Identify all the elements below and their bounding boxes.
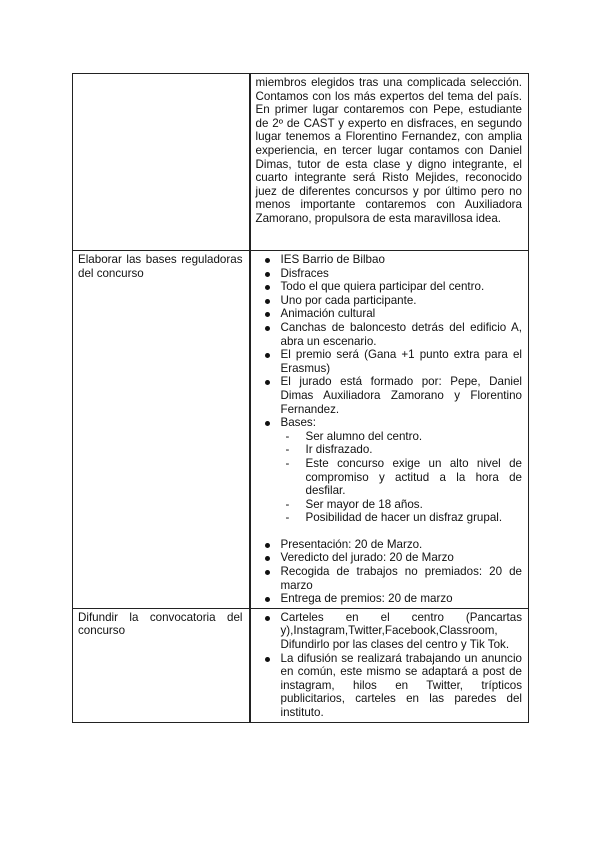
bullet-list <box>256 253 523 525</box>
sublist-item: - Ser mayor de 18 años. <box>281 498 523 512</box>
list-item: Animación cultural <box>256 307 523 321</box>
list-item: Recogida de trabajos no premiados: 20 de marzo <box>256 565 523 592</box>
list-item: Entrega de premios: 20 de marzo <box>256 592 523 606</box>
table-cell-task: Difundir la convocatoria del concurso <box>73 608 250 722</box>
sublist-item: - Este concurso exige un alto nivel de compromiso y actitud a la hora de desfilar. <box>281 457 523 498</box>
list-item: IES Barrio de Bilbao <box>256 253 523 267</box>
table-cell-description <box>250 608 529 722</box>
table-cell-task: Elaborar las bases reguladoras del concurso <box>73 251 250 609</box>
document-table <box>72 73 529 723</box>
table-row <box>73 608 529 722</box>
list-item: Disfraces <box>256 267 523 281</box>
sublist-item: - Posibilidad de hacer un disfraz grupal. <box>281 511 523 525</box>
list-item: El jurado está formado por: Pepe, Daniel Dimas Auxiliadora Zamorano y Florentino Fernandez. <box>256 375 523 416</box>
table-cell-description <box>250 251 529 609</box>
list-item: El premio será (Gana +1 punto extra para el Erasmus) <box>256 348 523 375</box>
list-item: Uno por cada participante. <box>256 294 523 308</box>
spacer <box>256 525 523 538</box>
table-cell-task <box>73 74 250 251</box>
list-item-bases <box>256 416 523 525</box>
bases-sublist <box>281 430 523 525</box>
table-cell-description <box>250 74 529 251</box>
sublist-item: - Ir disfrazado. <box>281 443 523 457</box>
table-row <box>73 251 529 609</box>
list-item: Todo el que quiera participar del centro. <box>256 280 523 294</box>
list-item: Canchas de baloncesto detrás del edificio A, abra un escenario. <box>256 321 523 348</box>
list-item: Carteles en el centro (Pancartas y),Instagram,Twitter,Facebook,Classroom, Difundirlo por las clases del centro y Tik Tok. <box>256 611 523 652</box>
list-item: Presentación: 20 de Marzo. <box>256 538 523 552</box>
list-item: Veredicto del jurado: 20 de Marzo <box>256 551 523 565</box>
sublist-item: - Ser alumno del centro. <box>281 430 523 444</box>
list-item: La difusión se realizará trabajando un anuncio en común, este mismo se adaptará a post de instagram, hilos en Twitter, trípticos publicitarios, carteles en las paredes del instituto. <box>256 652 523 720</box>
jury-paragraph: miembros elegidos tras una complicada selección. Contamos con los más expertos del tema del país. En primer lugar contaremos con Pepe, estudiante de 2º de CAST y experto en disfraces, en segundo lugar tenemos a Florentino Fernandez, con amplia experiencia, en tercer lugar contamos con Daniel Dimas, tutor de esta clase y digno integrante, el cuarto integrante será Risto Mejides, reconocido juez de diferentes concursos y por último pero no menos importante contaremos con Auxiliadora Zamorano, propulsora de esta maravillosa idea. <box>255 76 522 225</box>
bullet-list <box>256 611 523 720</box>
dates-list <box>256 538 523 606</box>
bases-label: Bases: <box>280 416 316 430</box>
table-row <box>73 74 529 251</box>
